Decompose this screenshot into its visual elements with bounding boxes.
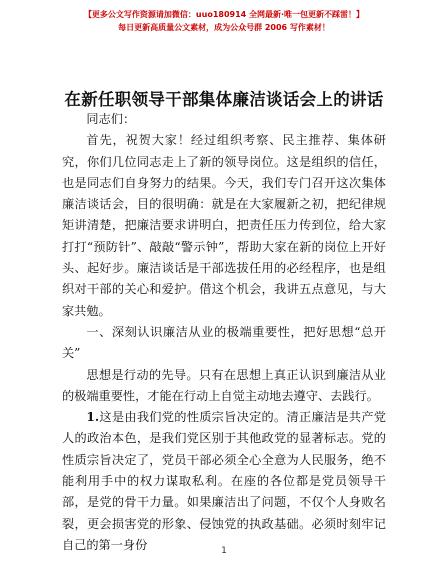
document-body <box>62 109 386 556</box>
header-banner <box>0 8 448 34</box>
point-1 <box>62 407 386 556</box>
header-line-1: 【更多公文写作资源请加微信：uuo180914 全网最新·唯一包更新不踩雷！】 <box>83 10 365 19</box>
section-heading-1: 一、深刻认识廉洁从业的极端重要性，把好思想“总开关” <box>62 324 386 361</box>
point-1-number: 1. <box>86 410 100 425</box>
document-title: 在新任职领导干部集体廉洁谈话会上的讲话 <box>64 90 384 109</box>
salutation: 同志们： <box>86 112 136 126</box>
header-line-2: 每日更新高质量公文素材，成为公众号群 2006 写作素材！ <box>118 23 330 32</box>
paragraph-section-1: 思想是行动的先导。只有在思想上真正认识到廉洁从业的极端重要性，才能在行动上自觉主动地去遵守、去践行。 <box>62 367 386 403</box>
point-1-text: 这是由我们党的性质宗旨决定的。清正廉洁是共产党人的政治本色，是我们党区别于其他政党的显著标志。党的性质宗旨决定了，党员干部必须全心全意为人民服务，绝不能利用手中的权力谋取私利。在座的各位都是党员领导干部，是党的骨干力量。如果廉洁出了问题，不仅个人身败名裂，更会损害党的形象、侵蚀党的执政基础。必须时刻牢记自己的第一身份 <box>62 410 386 552</box>
page-number: 1 <box>221 546 227 556</box>
paragraph-intro: 首先，祝贺大家！经过组织考察、民主推荐、集体研究，你们几位同志走上了新的领导岗位。这是组织的信任，也是同志们自身努力的结果。今天，我们专门召开这次集体廉洁谈话会，目的很明确：就是在大家履新之初，把纪律规矩讲清楚，把廉洁要求讲明白，把责任压力传到位，给大家打打“预防针”、敲敲“警示钟”，帮助大家在新的岗位上开好头、起好步。廉洁谈话是干部选拔任用的必经程序，也是组织对干部的关心和爱护。借这个机会，我讲五点意见，与大家共勉。 <box>62 133 386 318</box>
